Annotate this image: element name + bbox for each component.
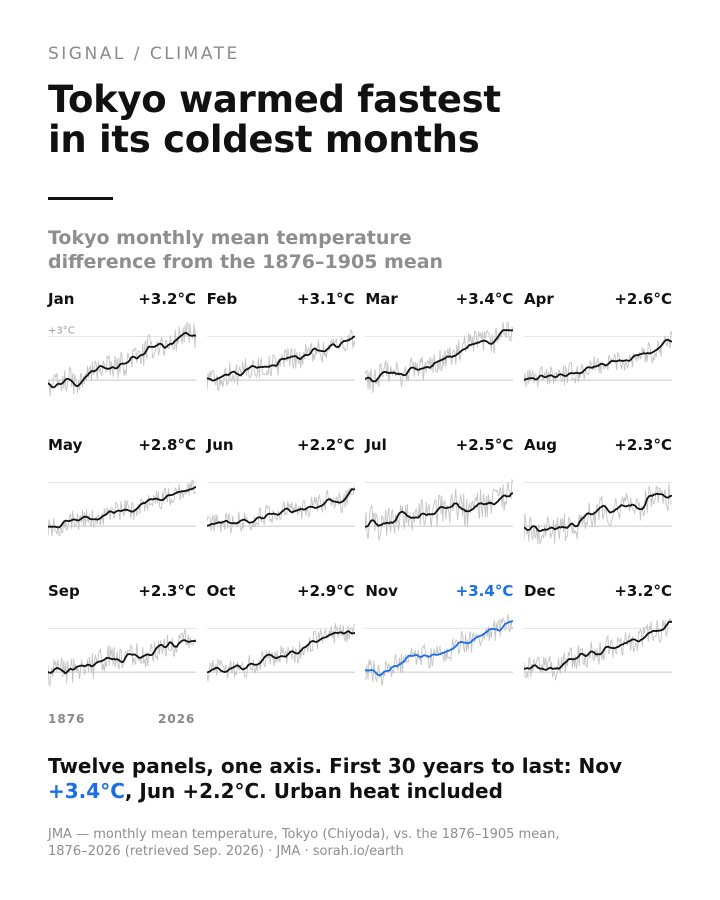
panel-month-label: Mar: [365, 290, 398, 308]
page-title: [48, 80, 688, 160]
panel-month-label: Aug: [524, 436, 558, 454]
smoothed-trend-line: [207, 489, 355, 526]
panel-change-value: +2.2°C: [297, 436, 355, 454]
panel-month-label: Jan: [48, 290, 75, 308]
panel-plot: [207, 322, 355, 402]
takeaway-highlight: +3.4°C: [48, 779, 125, 803]
panel-change-value: +2.9°C: [297, 582, 355, 600]
panel-month-label: Apr: [524, 290, 554, 308]
panel-plot: [207, 468, 355, 548]
chart-subtitle: [48, 226, 568, 274]
annual-values-line: [524, 331, 672, 387]
panel-plot: [365, 322, 513, 402]
panel-change-value: +2.3°C: [138, 582, 196, 600]
title-rule: [48, 197, 113, 200]
panel-plot: [48, 614, 196, 694]
panel-month-label: Dec: [524, 582, 556, 600]
panel-month-label: Sep: [48, 582, 80, 600]
panel-plot: [365, 614, 513, 694]
panel-dec: [524, 580, 672, 720]
source-line-2: 1876–2026 (retrieved Sep. 2026) · JMA · sorah.io/earth: [48, 844, 404, 859]
title-line-1: Tokyo warmed fastest: [48, 78, 501, 121]
subtitle-line-1: Tokyo monthly mean temperature: [48, 227, 412, 249]
panel-change-value: +2.5°C: [455, 436, 514, 454]
panel-plot: [207, 614, 355, 694]
panel-mar: [365, 288, 513, 428]
annual-values-line: [365, 322, 513, 393]
panel-change-value: +2.6°C: [614, 290, 672, 308]
panel-plot: [48, 322, 196, 402]
panel-change-value: +3.1°C: [297, 290, 355, 308]
panel-change-value: +3.2°C: [614, 582, 672, 600]
subtitle-line-2: difference from the 1876–1905 mean: [48, 251, 444, 273]
annual-values-line: [48, 629, 196, 686]
panel-change-value: +2.8°C: [138, 436, 196, 454]
panel-change-value: +3.4°C: [455, 582, 514, 600]
panel-month-label: Oct: [206, 582, 236, 600]
panel-plot: [524, 614, 672, 694]
panel-aug: [524, 434, 672, 574]
panel-plot: [524, 322, 672, 402]
takeaway-part-1: Twelve panels, one axis. First 30 years to last: Nov: [48, 754, 623, 778]
panel-month-label: Jul: [365, 436, 387, 454]
annual-values-line: [48, 480, 196, 536]
panel-plot: [48, 468, 196, 548]
annual-values-line: [524, 618, 672, 680]
panel-month-label: Jun: [206, 436, 234, 454]
panel-plot: [365, 468, 513, 548]
panel-month-label: May: [48, 436, 83, 454]
panel-apr: [524, 288, 672, 428]
title-line-2: in its coldest months: [48, 118, 480, 161]
x-axis-start-label: 1876: [48, 712, 86, 726]
takeaway-text: [48, 754, 688, 804]
panel-change-value: +2.3°C: [614, 436, 672, 454]
annual-values-line: [365, 480, 513, 540]
annual-values-line: [365, 614, 513, 686]
source-note: [48, 826, 688, 860]
panel-oct: [207, 580, 355, 720]
takeaway-part-2: , Jun +2.2°C. Urban heat included: [124, 779, 503, 803]
panel-may: [48, 434, 196, 574]
kicker: SIGNAL / CLIMATE: [48, 44, 240, 64]
panel-month-label: Feb: [206, 290, 238, 308]
annual-values-line: [524, 483, 672, 544]
x-axis-end-label: 2026: [158, 712, 196, 726]
panel-jul: [365, 434, 513, 574]
reference-label: +3°C: [48, 325, 75, 337]
panel-change-value: +3.4°C: [455, 290, 514, 308]
panel-month-label: Nov: [365, 582, 398, 600]
panel-plot: [524, 468, 672, 548]
panel-feb: [207, 288, 355, 428]
panel-sep: [48, 580, 196, 720]
panel-change-value: +3.2°C: [138, 290, 196, 308]
panel-jun: [207, 434, 355, 574]
smoothed-trend-line: [48, 640, 196, 673]
panel-nov: [365, 580, 513, 720]
panel-jan: [48, 288, 196, 428]
source-line-1: JMA — monthly mean temperature, Tokyo (Chiyoda), vs. the 1876–1905 mean,: [48, 827, 560, 842]
